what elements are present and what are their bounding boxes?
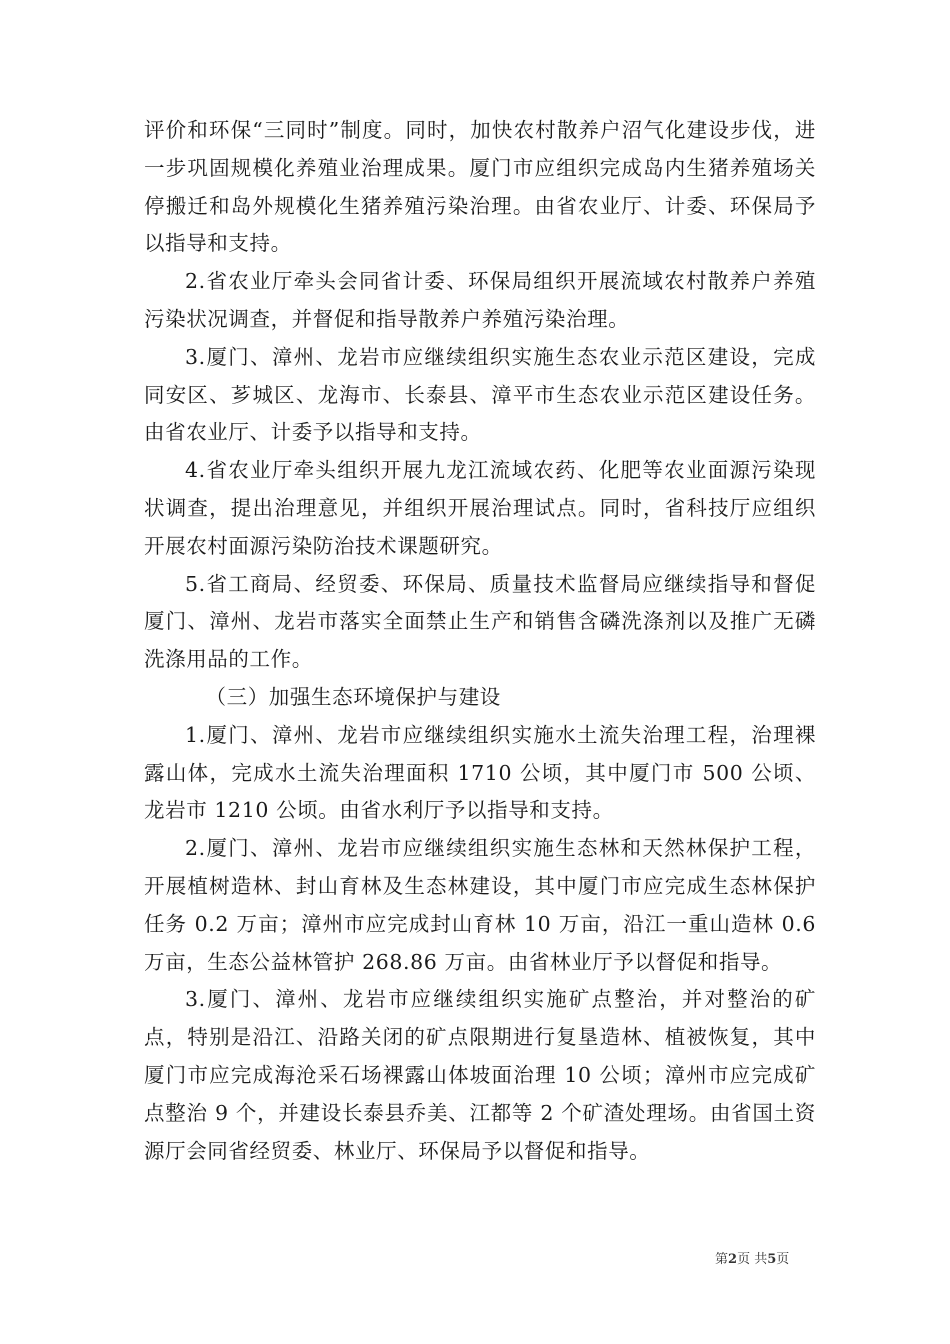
current-page-number: 2 — [728, 1252, 738, 1267]
total-pages-number: 5 — [767, 1252, 777, 1267]
paragraph-item-2: 2.省农业厅牵头会同省计委、环保局组织开展流域农村散养户养殖污染状况调查，并督促和指导散养户养殖污染治理。 — [144, 269, 816, 331]
paragraph-item-4: 4.省农业厅牵头组织开展九龙江流域农药、化肥等农业面源污染现状调查，提出治理意见，并组织开展治理试点。同时，省科技厅应组织开展农村面源污染防治技术课题研究。 — [144, 458, 816, 558]
footer-prefix: 第 — [715, 1252, 729, 1267]
document-body — [144, 112, 816, 1170]
paragraph-item-3: 3.厦门、漳州、龙岩市应继续组织实施生态农业示范区建设，完成同安区、芗城区、龙海市、长泰县、漳平市生态农业示范区建设任务。由省农业厅、计委予以指导和支持。 — [144, 344, 816, 445]
section-heading: （三）加强生态环境保护与建设 — [205, 684, 501, 709]
paragraph-item-5: 5.省工商局、经贸委、环保局、质量技术监督局应继续指导和督促厦门、漳州、龙岩市落实全面禁止生产和销售含磷洗涤剂以及推广无磷洗涤用品的工作。 — [144, 571, 816, 672]
paragraph-section3-item-2: 2.厦门、漳州、龙岩市应继续组织实施生态林和天然林保护工程，开展植树造林、封山育林及生态林建设，其中厦门市应完成生态林保护任务 0.2 万亩；漳州市应完成封山育林 10 万亩，沿江一重山造林 0.6 万亩，生态公益林管护 268.86 万亩。由省林业厅予以督促和指导。 — [144, 836, 816, 974]
paragraph-section3-item-3: 3.厦门、漳州、龙岩市应继续组织实施矿点整治，并对整治的矿点，特别是沿江、沿路关闭的矿点限期进行复垦造林、植被恢复，其中厦门市应完成海沧采石场裸露山体坡面治理 10 公顷；漳州市应完成矿点整治 9 个，并建设长泰县乔美、江都等 2 个矿渣处理场。由省国土资源厅会同省经贸委、林业厅、环保局予以督促和指导。 — [144, 987, 816, 1163]
footer-middle: 页 共 — [737, 1252, 768, 1267]
paragraph-continuation: 评价和环保“三同时”制度。同时，加快农村散养户沼气化建设步伐，进一步巩固规模化养殖业治理成果。厦门市应组织完成岛内生猪养殖场关停搬迁和岛外规模化生猪养殖污染治理。由省农业厅、计委、环保局予以指导和支持。 — [144, 118, 816, 256]
paragraph-section3-item-1: 1.厦门、漳州、龙岩市应继续组织实施水土流失治理工程，治理裸露山体，完成水土流失治理面积 1710 公顷，其中厦门市 500 公顷、龙岩市 1210 公顷。由省水利厅予以指导和支持。 — [144, 722, 816, 823]
footer-suffix: 页 — [776, 1252, 790, 1267]
page-number-footer — [715, 1248, 815, 1267]
